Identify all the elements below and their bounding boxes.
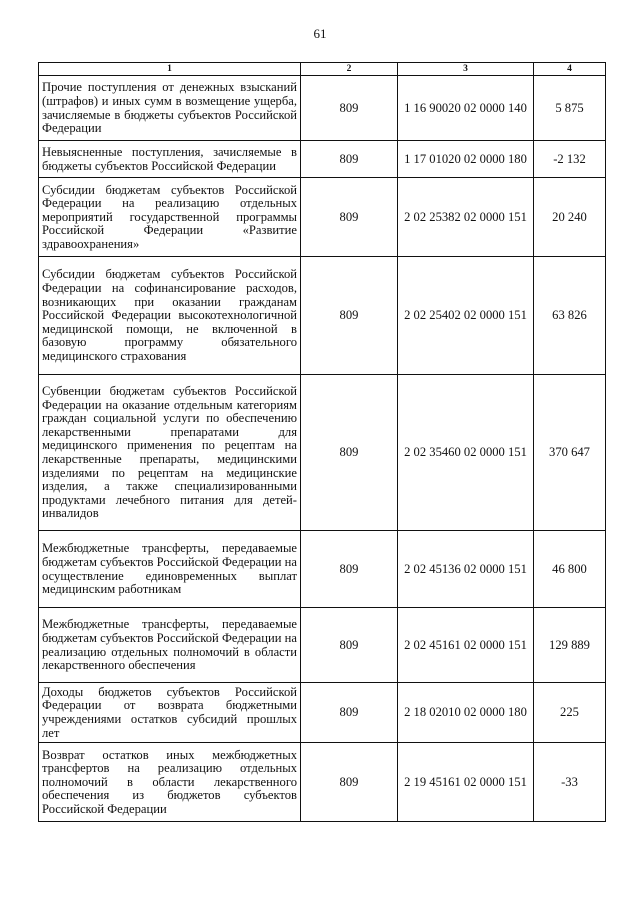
income-name-cell: Межбюджетные трансферты, передаваемые бюджетам субъектов Российской Федерации на реализацию отдельных полномочий в области лекарственного обеспечения <box>39 608 301 683</box>
income-name-cell: Субвенции бюджетам субъектов Российской Федерации на оказание отдельным категориям граждан социальной услуги по обеспечению лекарственными препаратами для медицинского применения по рецептам на лекарственные препараты, медицинскими изделиями по рецептам на медицинские изделия, а также специализированными продуктами лечебного питания для детей-инвалидов <box>39 375 301 531</box>
table-row <box>39 178 606 257</box>
income-name-cell: Субсидии бюджетам субъектов Российской Федерации на софинансирование расходов, возникающих при оказании гражданам Российской Федерации высокотехнологичной медицинской помощи, не включенной в базовую программу обязательного медицинского страхования <box>39 257 301 375</box>
admin-code-cell: 809 <box>301 76 398 141</box>
admin-code-cell: 809 <box>301 375 398 531</box>
amount-cell: 20 240 <box>534 178 606 257</box>
table-row <box>39 531 606 608</box>
classification-code-cell: 2 02 25402 02 0000 151 <box>398 257 534 375</box>
admin-code-cell: 809 <box>301 141 398 178</box>
classification-code-cell: 1 17 01020 02 0000 180 <box>398 141 534 178</box>
column-header-4: 4 <box>534 63 606 76</box>
amount-cell: -33 <box>534 743 606 822</box>
income-name-cell: Возврат остатков иных межбюджетных трансфертов на реализацию отдельных полномочий в области лекарственного обеспечения из бюджетов субъектов Российской Федерации <box>39 743 301 822</box>
amount-cell: 129 889 <box>534 608 606 683</box>
admin-code-cell: 809 <box>301 178 398 257</box>
admin-code-cell: 809 <box>301 683 398 743</box>
income-name-cell: Прочие поступления от денежных взысканий (штрафов) и иных сумм в возмещение ущерба, зачисляемые в бюджеты субъектов Российской Федерации <box>39 76 301 141</box>
amount-cell: -2 132 <box>534 141 606 178</box>
column-header-3: 3 <box>398 63 534 76</box>
page-number: 61 <box>313 26 327 41</box>
classification-code-cell: 2 02 45161 02 0000 151 <box>398 608 534 683</box>
classification-code-cell: 2 02 35460 02 0000 151 <box>398 375 534 531</box>
income-name-cell: Невыясненные поступления, зачисляемые в бюджеты субъектов Российской Федерации <box>39 141 301 178</box>
admin-code-cell: 809 <box>301 257 398 375</box>
amount-cell: 370 647 <box>534 375 606 531</box>
classification-code-cell: 2 18 02010 02 0000 180 <box>398 683 534 743</box>
income-name-cell: Межбюджетные трансферты, передаваемые бюджетам субъектов Российской Федерации на осуществление единовременных выплат медицинским работникам <box>39 531 301 608</box>
table-row <box>39 608 606 683</box>
classification-code-cell: 2 19 45161 02 0000 151 <box>398 743 534 822</box>
income-name-cell: Доходы бюджетов субъектов Российской Федерации от возврата бюджетными учреждениями остатков субсидий прошлых лет <box>39 683 301 743</box>
classification-code-cell: 2 02 45136 02 0000 151 <box>398 531 534 608</box>
budget-table <box>38 62 606 822</box>
amount-cell: 5 875 <box>534 76 606 141</box>
amount-cell: 225 <box>534 683 606 743</box>
admin-code-cell: 809 <box>301 531 398 608</box>
column-header-2: 2 <box>301 63 398 76</box>
table-header-row <box>39 63 606 76</box>
amount-cell: 63 826 <box>534 257 606 375</box>
income-name-cell: Субсидии бюджетам субъектов Российской Федерации на реализацию отдельных мероприятий государственной программы Российской Федерации «Развитие здравоохранения» <box>39 178 301 257</box>
column-header-1: 1 <box>39 63 301 76</box>
classification-code-cell: 1 16 90020 02 0000 140 <box>398 76 534 141</box>
table-row <box>39 257 606 375</box>
table-row <box>39 375 606 531</box>
amount-cell: 46 800 <box>534 531 606 608</box>
table-row <box>39 743 606 822</box>
table-row <box>39 141 606 178</box>
admin-code-cell: 809 <box>301 608 398 683</box>
table-row <box>39 76 606 141</box>
admin-code-cell: 809 <box>301 743 398 822</box>
table-row <box>39 683 606 743</box>
classification-code-cell: 2 02 25382 02 0000 151 <box>398 178 534 257</box>
